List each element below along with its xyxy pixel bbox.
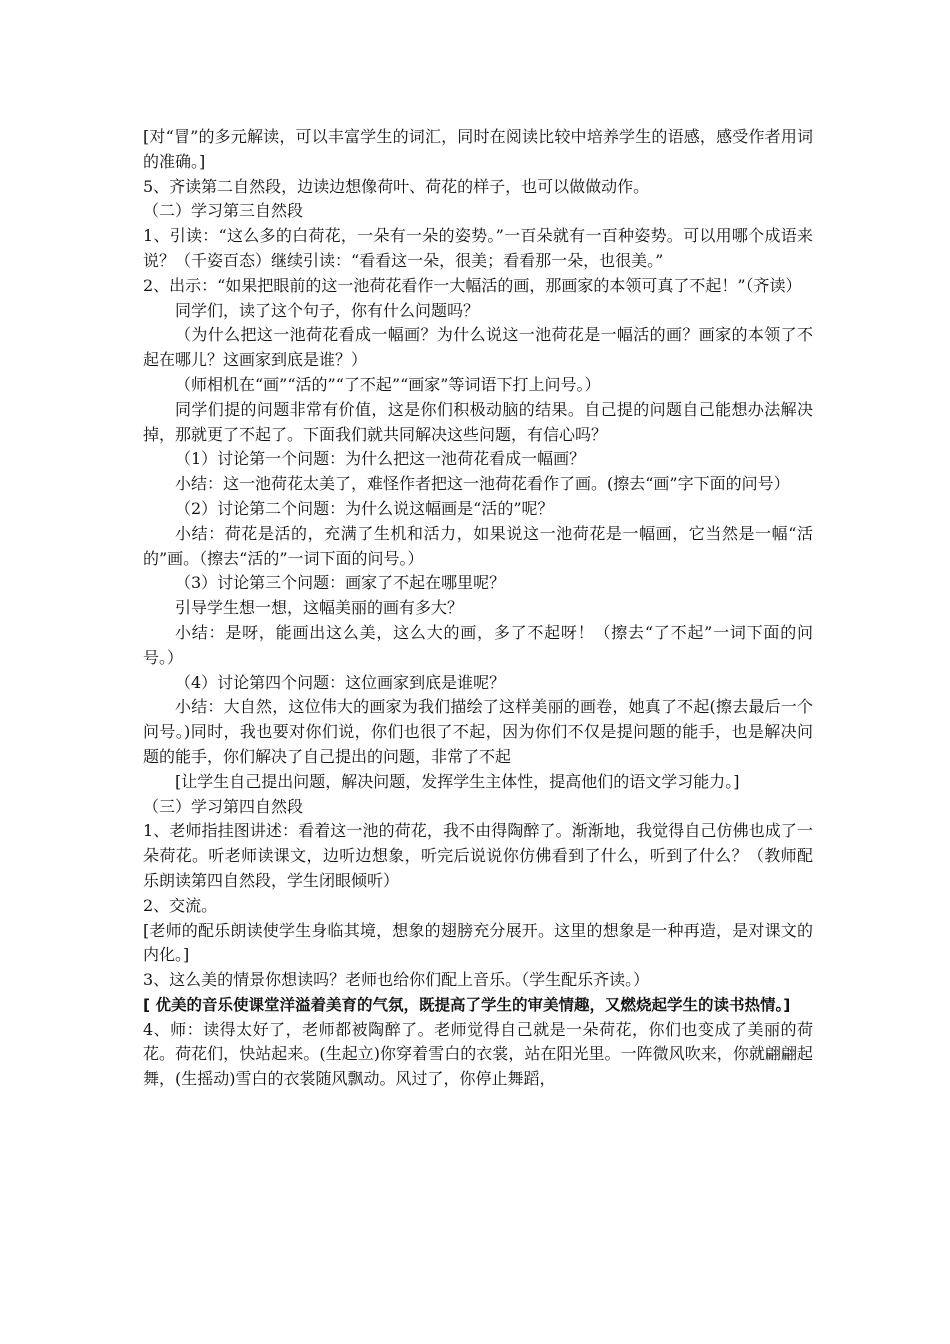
document-body [143, 125, 813, 1092]
paragraph: 4、师：读得太好了，老师都被陶醉了。老师觉得自己就是一朵荷花，你们也变成了美丽的荷花。荷花们，快站起来。(生起立)你穿着雪白的衣裳，站在阳光里。一阵微风吹来，你就翩翩起舞，(生摇动)雪白的衣裳随风飘动。风过了，你停止舞蹈， [143, 1019, 813, 1089]
paragraph: 1、老师指挂图讲述：看着这一池的荷花，我不由得陶醉了。渐渐地，我觉得自己仿佛也成了一朵荷花。听老师读课文，边听边想象，听完后说说你仿佛看到了什么，听到了什么？（教师配乐朗读第四自然段，学生闭眼倾听） [143, 821, 813, 890]
paragraph: 小结：是呀，能画出这么美，这么大的画，多了不起呀！（擦去“了不起”一词下面的问号。） [143, 622, 813, 667]
paragraph: （三）学习第四自然段 [143, 796, 304, 816]
paragraph: 引导学生想一想，这幅美丽的画有多大？ [175, 598, 464, 618]
paragraph: 同学们，读了这个句子，你有什么问题吗？ [175, 300, 480, 320]
bold-paragraph: [ 优美的音乐使课堂洋溢着美育的气氛，既提高了学生的审美情趣，又燃烧起学生的读书热情。] [143, 995, 791, 1014]
paragraph: 小结：大自然，这位伟大的画家为我们描绘了这样美丽的画卷，她真了不起(擦去最后一个问号。)同时，我也要对你们说，你们也很了不起，因为你们不仅是提问题的能手，也是解决问题的能手，你们解决了自己提出的问题，非常了不起 [143, 697, 813, 766]
paragraph: [对“冒”的多元解读，可以丰富学生的词汇，同时在阅读比较中培养学生的语感，感受作者用词的准确。] [143, 127, 813, 171]
paragraph: 小结：这一池荷花太美了，难怪作者把这一池荷花看作了画。(擦去“画”字下面的问号） [175, 474, 790, 494]
paragraph: （二）学习第三自然段 [143, 201, 304, 221]
paragraph: 3、这么美的情景你想读吗？老师也给你们配上音乐。（学生配乐齐读。） [143, 970, 650, 990]
paragraph: [老师的配乐朗读使学生身临其境，想象的翅膀充分展开。这里的想象是一种再造，是对课文的内化。] [143, 920, 813, 965]
paragraph: （2）讨论第二个问题：为什么说这幅画是“活的”呢？ [175, 498, 554, 518]
paragraph: 同学们提的问题非常有价值，这是你们积极动脑的结果。自己提的问题自己能想办法解决掉，那就更了不起了。下面我们就共同解决这些问题，有信心吗？ [143, 399, 813, 444]
paragraph: （4）讨论第四个问题：这位画家到底是谁呢？ [175, 672, 506, 692]
paragraph: 小结：荷花是活的，充满了生机和活力，如果说这一池荷花是一幅画，它当然是一幅“活的”画。（擦去“活的”一词下面的问号。） [143, 523, 813, 568]
paragraph: [让学生自己提出问题，解决问题，发挥学生主体性，提高他们的语文学习能力。] [175, 771, 740, 791]
paragraph: 2、交流。 [143, 895, 218, 915]
paragraph: （为什么把这一池荷花看成一幅画？为什么说这一池荷花是一幅活的画？画家的本领了不起在哪儿？这画家到底是谁？） [143, 325, 813, 370]
paragraph: （师相机在“画”“活的”“了不起”“画家”等词语下打上问号。） [175, 374, 601, 394]
paragraph: （3）讨论第三个问题：画家了不起在哪里呢？ [175, 573, 506, 593]
paragraph: （1）讨论第一个问题：为什么把这一池荷花看成一幅画？ [175, 449, 586, 469]
paragraph: 1、引读：“这么多的白荷花，一朵有一朵的姿势。”一百朵就有一百种姿势。可以用哪个成语来说？（千姿百态）继续引读：“看看这一朵，很美；看看那一朵，也很美。” [143, 226, 813, 270]
paragraph: 5、齐读第二自然段，边读边想像荷叶、荷花的样子，也可以做做动作。 [143, 176, 650, 196]
paragraph: 2、出示：“如果把眼前的这一池荷花看作一大幅活的画，那画家的本领可真了不起！”（齐读） [143, 275, 802, 295]
